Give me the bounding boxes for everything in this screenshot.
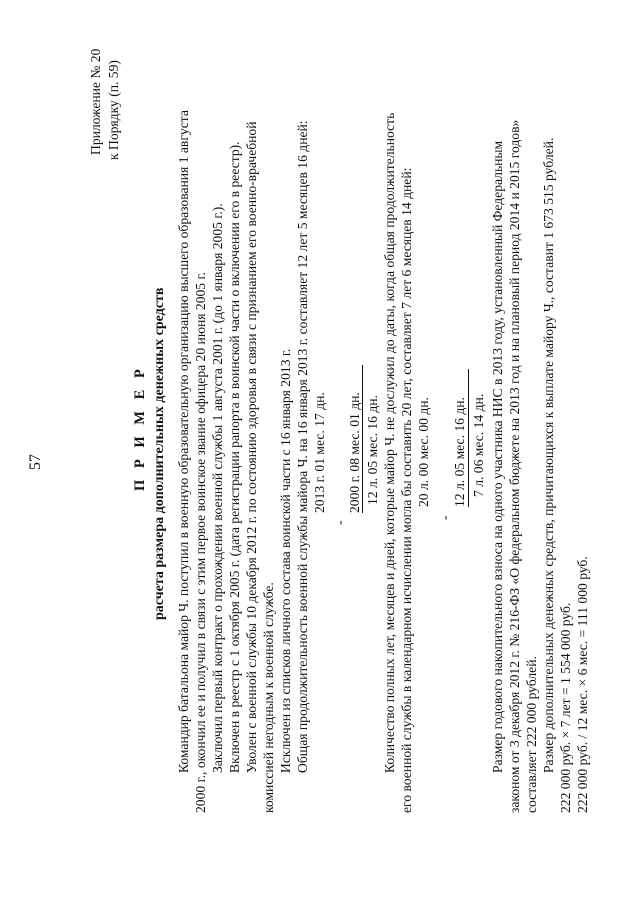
calc-1-subtrahend: 2000 г. 08 мес. 01 дн. — [347, 392, 362, 513]
calc-1-rule — [362, 365, 363, 513]
document-subtitle: расчета размера дополнительных денежных средств — [152, 287, 167, 620]
document-title: П Р И М Е Р — [132, 365, 148, 491]
paragraph-8-line-3: составляет 222 000 рублей. — [524, 656, 539, 813]
paragraph-6-line-1: Общая продолжительность военной службы майора Ч. на 16 января 2013 г. составляет 12 лет 5 месяцев 16 дней: — [295, 120, 310, 773]
calc-1-result: 12 л. 05 мес. 16 дн. — [365, 395, 380, 505]
paragraph-4-line-1: Уволен с военной службы 10 декабря 2012 г. по состоянию здоровья в связи с признанием его военно-врачебной — [244, 121, 259, 773]
paragraph-3: Включен в реестр с 1 октября 2005 г. (дата регистрации рапорта в воинской части о включении его в реестр). — [227, 141, 242, 773]
calc-2-minus: - — [437, 515, 452, 520]
paragraph-1-line-1: Командир батальона майор Ч. поступил в военную образовательную организацию высшего образования 1 августа — [176, 110, 191, 773]
calc-2-subtrahend: 12 л. 05 мес. 16 дн. — [452, 397, 467, 507]
calc-1-top: 2013 г. 01 мес. 17 дн. — [312, 392, 327, 513]
paragraph-9: Размер дополнительных денежных средств, причитающихся к выплате майору Ч., составит 1 673 515 рублей. — [541, 137, 556, 773]
appendix-line-2: к Порядку (п. 59) — [106, 60, 121, 160]
paragraph-7-line-2: его военной службы в календарном исчислении могла бы составить 20 лет, составляет 7 лет 6 месяцев 14 дней: — [399, 167, 414, 813]
paragraph-4-line-2: комиссией негодным к военной службе. — [261, 582, 276, 813]
paragraph-5: Исключен из списков личного состава воинской части с 16 января 2013 г. — [278, 348, 293, 773]
paragraph-2: Заключил первый контракт о прохождении военной службы 1 августа 2001 г. (до 1 января 2005 г.). — [210, 203, 225, 773]
page-number: 57 — [27, 454, 44, 470]
calc-2-rule — [468, 369, 469, 507]
calc-1-minus: - — [332, 520, 347, 525]
paragraph-1-line-2: 2000 г., окончил ее и получил в связи с этим первое воинское звание офицера 20 июня 2005 г. — [193, 272, 208, 813]
formula-1: 222 000 руб. × 7 лет = 1 554 000 руб. — [558, 602, 573, 813]
paragraph-8-line-1: Размер годового накопительного взноса на одного участника НИС в 2013 году, установленный Федеральным — [490, 140, 505, 773]
calc-2-result: 7 л. 06 мес. 14 дн. — [471, 393, 486, 497]
paragraph-8-line-2: законом от 3 декабря 2012 г. № 216-ФЗ «О федеральном бюджете на 2013 год и на плановый период 2014 и 2015 годов» — [507, 119, 522, 813]
appendix-line-1: Приложение № 20 — [88, 48, 103, 155]
paragraph-7-line-1: Количество полных лет, месяцев и дней, которые майор Ч. не дослужил до даты, когда общая продолжительность — [382, 112, 397, 773]
formula-2: 222 000 руб. / 12 мес. × 6 мес. = 111 000 руб. — [575, 556, 590, 813]
calc-2-top: 20 л. 00 мес. 00 дн. — [416, 397, 431, 507]
